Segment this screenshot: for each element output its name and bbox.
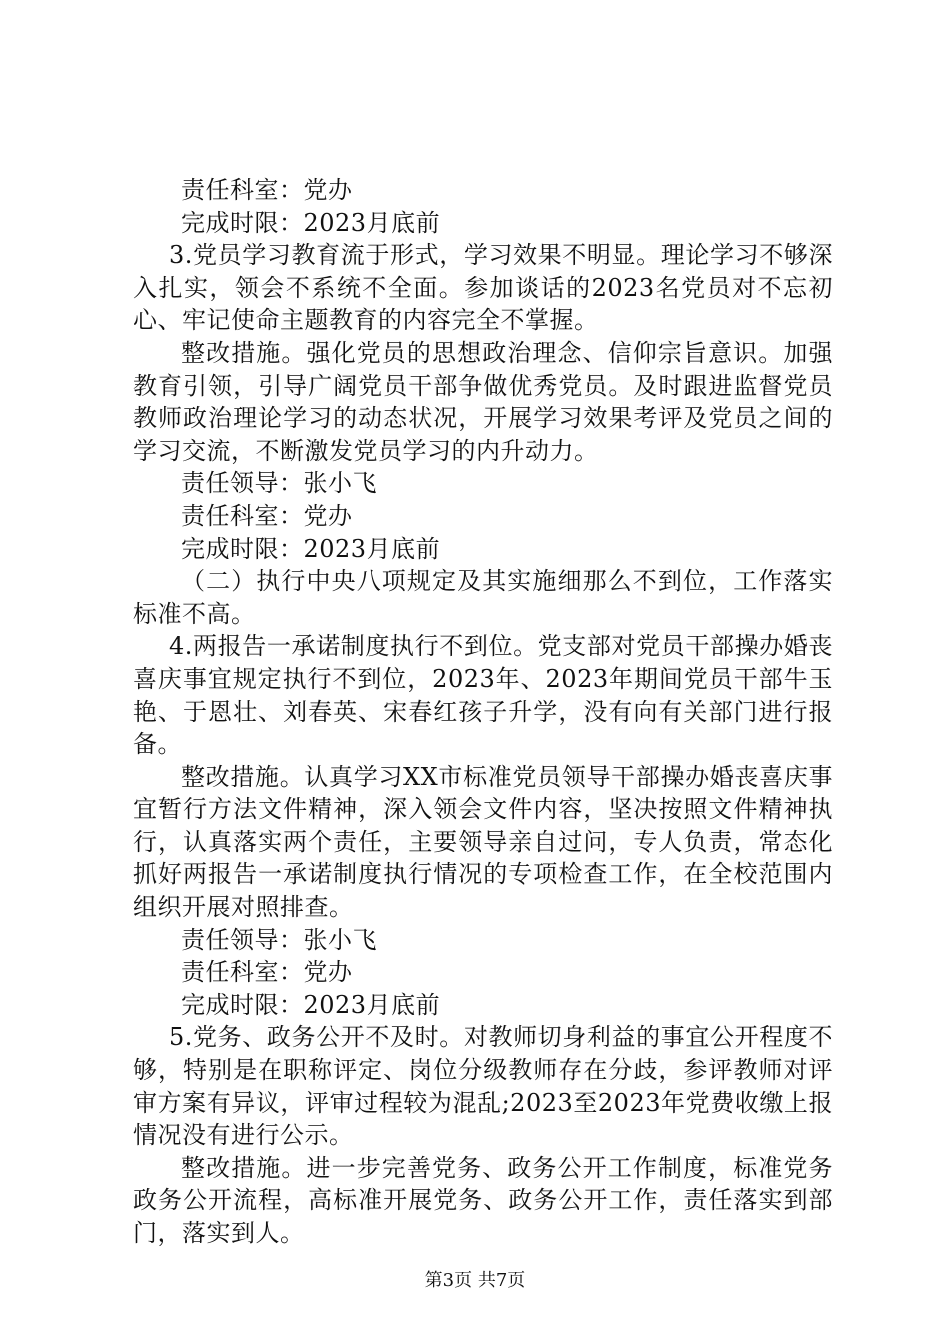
paragraph-issue-4: 4.两报告一承诺制度执行不到位。党支部对党员干部操办婚丧喜庆事宜规定执行不到位，2023年、2023年期间党员干部牛玉艳、于恩壮、刘春英、宋春红孩子升学，没有向有关部门进行报备。	[133, 632, 833, 759]
paragraph-responsible-office: 责任科室：党办	[181, 176, 353, 204]
paragraph-rectification-4: 整改措施。认真学习XX市标准党员领导干部操办婚丧喜庆事宜暂行方法文件精神，深入领会文件内容，坚决按照文件精神执行，认真落实两个责任，主要领导亲自过问，专人负责，常态化抓好两报告一承诺制度执行情况的专项检查工作，在全校范围内组织开展对照排查。	[133, 762, 833, 922]
paragraph-rectification-3: 整改措施。强化党员的思想政治理念、信仰宗旨意识。加强教育引领，引导广阔党员干部争做优秀党员。及时跟进监督党员教师政治理论学习的动态状况，开展学习效果考评及党员之间的学习交流，不断激发党员学习的内升动力。	[133, 338, 833, 465]
paragraph-responsible-leader: 责任领导：张小飞	[181, 925, 377, 954]
paragraph-deadline: 完成时限：2023月底前	[181, 990, 441, 1019]
paragraph-deadline: 完成时限：2023月底前	[181, 208, 441, 237]
section-heading-2: （二）执行中央八项规定及其实施细那么不到位，工作落实标准不高。	[133, 567, 833, 628]
document-body	[133, 174, 833, 1250]
page-number-footer: 第3页 共7页	[424, 1270, 526, 1291]
paragraph-rectification-5: 整改措施。进一步完善党务、政务公开工作制度，标准党务政务公开流程，高标准开展党务、政务公开工作，责任落实到部门，落实到人。	[133, 1153, 833, 1247]
paragraph-issue-5: 5.党务、政务公开不及时。对教师切身利益的事宜公开程度不够，特别是在职称评定、岗位分级教师存在分歧，参评教师对评审方案有异议，评审过程较为混乱;2023至2023年党费收缴上报情况没有进行公示。	[133, 1023, 833, 1150]
paragraph-issue-3: 3.党员学习教育流于形式，学习效果不明显。理论学习不够深入扎实，领会不系统不全面。参加谈话的2023名党员对不忘初心、牢记使命主题教育的内容完全不掌握。	[133, 241, 833, 335]
paragraph-deadline: 完成时限：2023月底前	[181, 534, 441, 563]
paragraph-responsible-leader: 责任领导：张小飞	[181, 469, 377, 498]
paragraph-responsible-office: 责任科室：党办	[181, 958, 353, 987]
paragraph-responsible-office: 责任科室：党办	[181, 501, 353, 530]
